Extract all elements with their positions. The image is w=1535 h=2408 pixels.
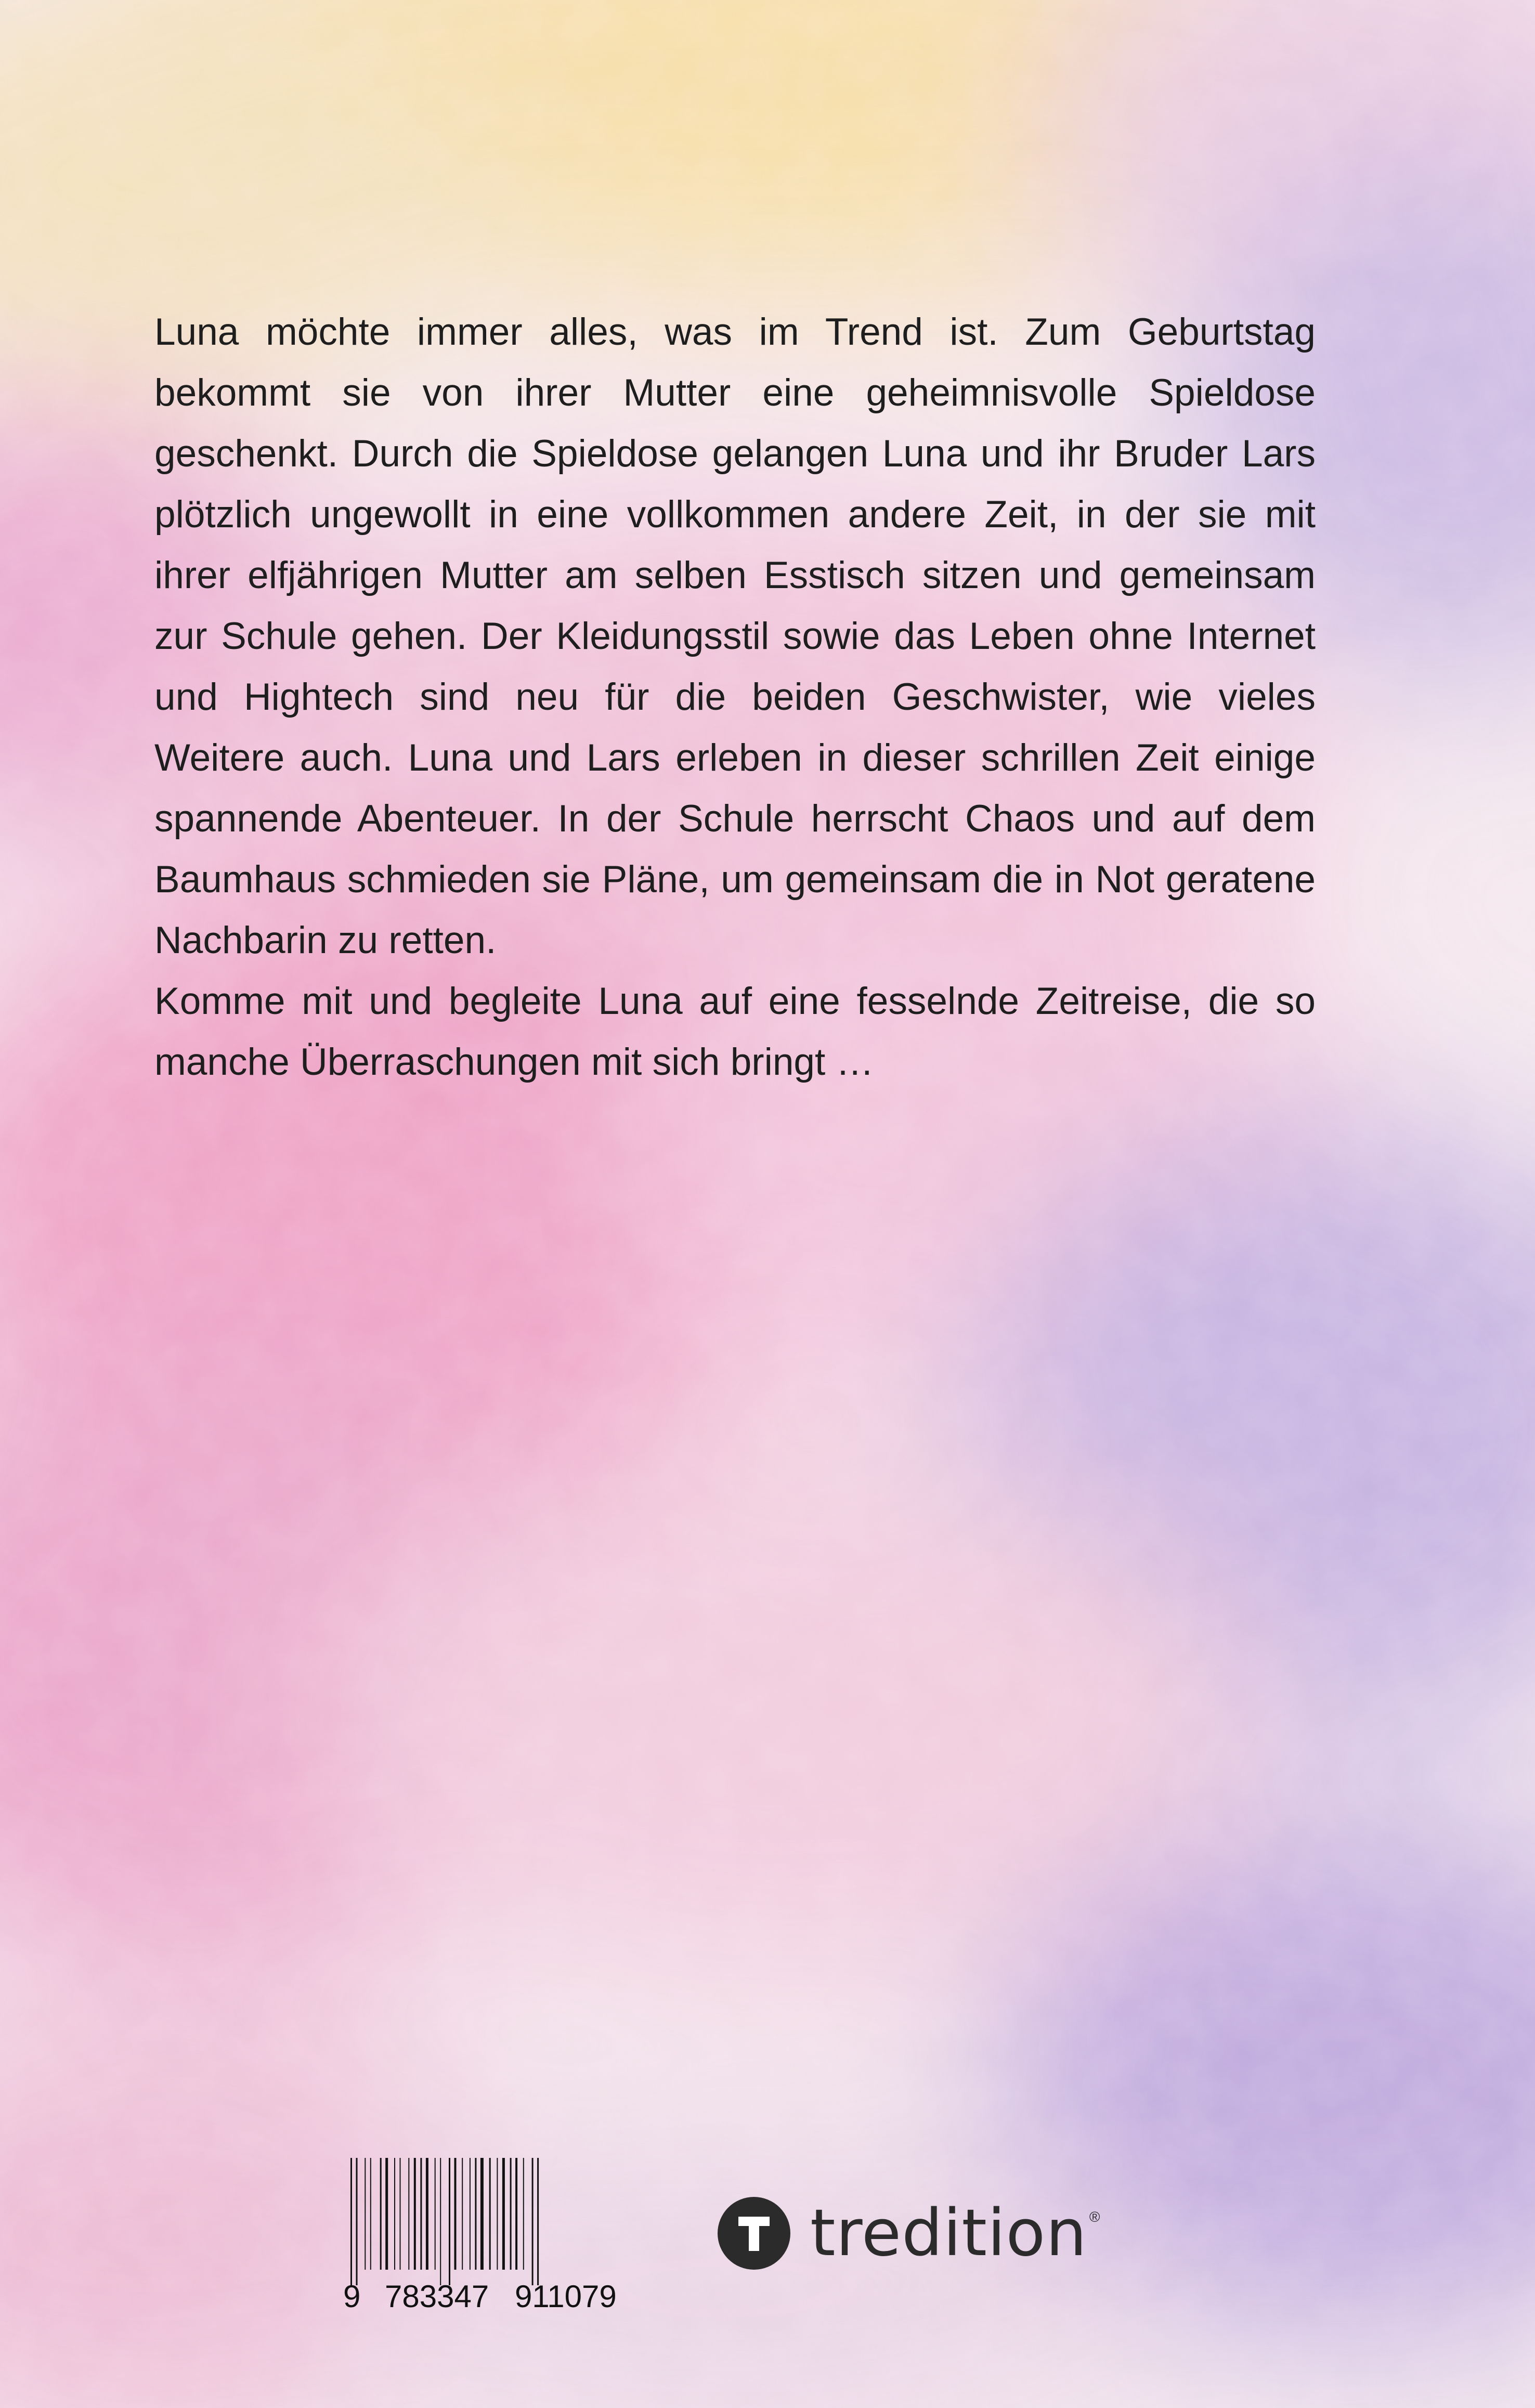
publisher-name: tredition — [810, 2196, 1087, 2271]
isbn-right-group: 911079 — [515, 2279, 617, 2314]
back-cover-blurb — [154, 302, 1316, 1092]
isbn-barcode — [343, 2158, 655, 2314]
publisher-logo — [718, 2194, 1100, 2272]
isbn-digits — [343, 2279, 655, 2315]
barcode-bars — [343, 2158, 655, 2285]
isbn-left-group: 783347 — [385, 2279, 489, 2314]
blurb-paragraph-2: Komme mit und begleite Luna auf eine fesselnde Zeitreise, die so manche Überraschungen mit sich bringt … — [154, 980, 1316, 1083]
tredition-t-icon — [718, 2197, 790, 2270]
registered-mark: ® — [1089, 2209, 1100, 2225]
blurb-paragraph-1: Luna möchte immer alles, was im Trend ist. Zum Geburtstag bekommt sie von ihrer Mutter eine geheimnisvolle Spieldose geschenkt. Durch die Spieldose gelangen Luna und ihr Bruder Lars plötzlich ungewollt in eine vollkommen andere Zeit, in der sie mit ihrer elfjährigen Mutter am selben Esstisch sitzen und gemeinsam zur Schule gehen. Der Kleidungsstil sowie das Leben ohne Internet und Hightech sind neu für die beiden Geschwister, wie vieles Weitere auch. Luna und Lars erleben in dieser schrillen Zeit einige spannende Abenteuer. In der Schule herrscht Chaos und auf dem Baumhaus schmieden sie Pläne, um gemeinsam die in Not geratene Nachbarin zu retten. — [154, 311, 1316, 961]
isbn-first-digit: 9 — [343, 2279, 361, 2314]
